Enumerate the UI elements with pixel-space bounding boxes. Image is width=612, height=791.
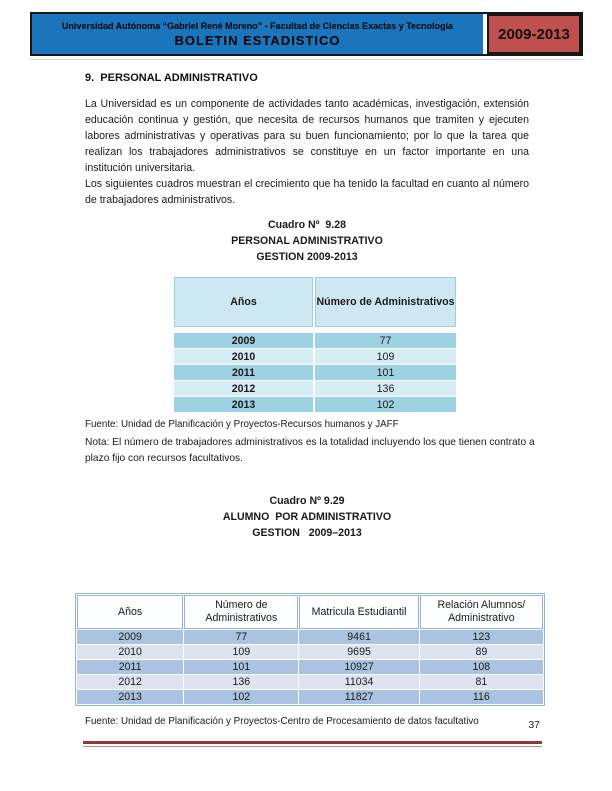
value-cell: 10927 (299, 660, 418, 674)
value-cell: 81 (420, 675, 543, 689)
cuadro-928-table (172, 276, 458, 413)
value-cell: 102 (315, 397, 456, 412)
page-number: 37 (528, 719, 540, 731)
value-cell: 123 (420, 630, 543, 644)
paragraph-intro: La Universidad es un componente de actividades tanto académicas, investigación, extensión educación continua y gestión, que necesita de recursos humanos que tramiten y ejecuten labores administrativas y operativas para su buen funcionamiento; por lo que la tarea que realizan los trabajadores administrativos se constituye en un factor importante en una institución universitaria. (85, 98, 529, 174)
year-cell: 2012 (77, 675, 183, 689)
footer-rule-thick (83, 741, 542, 744)
fuente-928: Fuente: Unidad de Planificación y Proyectos-Recursos humanos y JAFF (85, 419, 399, 430)
table-row (77, 630, 543, 644)
year-cell: 2012 (174, 381, 313, 396)
gap-cell (315, 328, 456, 332)
period-badge: 2009-2013 (487, 14, 581, 54)
page-content (85, 66, 535, 729)
value-cell: 11827 (299, 690, 418, 704)
year-cell: 2011 (77, 660, 183, 674)
nota-928: Nota: El número de trabajadores administrativos es la totalidad incluyendo los que tienen contrato a plazo fijo con recursos facultativos. (85, 437, 535, 464)
value-cell: 101 (315, 365, 456, 380)
table-row (77, 645, 543, 659)
table-row (174, 397, 456, 412)
header-divider (30, 59, 583, 60)
cuadro-929-number: Cuadro Nº 9.29 (269, 495, 345, 507)
fuente-929: Fuente: Unidad de Planificación y Proyectos-Centro de Procesamiento de datos facultativo (85, 716, 479, 727)
column-header-anios: Años (174, 277, 313, 327)
value-cell: 77 (184, 630, 298, 644)
table-row (77, 660, 543, 674)
value-cell: 11034 (299, 675, 418, 689)
column-header-numero-administrativos: Número de Administrativos (184, 595, 298, 629)
value-cell: 89 (420, 645, 543, 659)
table-row (174, 365, 456, 380)
cuadro-929-period: GESTION 2009–2013 (252, 527, 362, 539)
year-cell: 2013 (174, 397, 313, 412)
bulletin-title: BOLETIN ESTADISTICO (174, 32, 341, 48)
paragraph-lead-in: Los siguientes cuadros muestran el crecimiento que ha tenido la facultad en cuanto al número de trabajadores administrativos. (85, 178, 529, 206)
cuadro-928-title: PERSONAL ADMINISTRATIVO (231, 235, 383, 247)
university-banner (32, 14, 483, 54)
value-cell: 9461 (299, 630, 418, 644)
cuadro-929-title: ALUMNO POR ADMINISTRATIVO (222, 511, 392, 523)
value-cell: 102 (184, 690, 298, 704)
value-cell: 136 (315, 381, 456, 396)
table-row (174, 333, 456, 348)
cuadro-928-period: GESTION 2009-2013 (256, 251, 358, 263)
value-cell: 77 (315, 333, 456, 348)
value-cell: 136 (184, 675, 298, 689)
value-cell: 101 (184, 660, 298, 674)
year-cell: 2011 (174, 365, 313, 380)
column-header-numero-administrativos: Número de Administrativos (315, 277, 456, 327)
footer-rule-thin (83, 746, 542, 747)
table-header-row (77, 595, 543, 629)
table-row (77, 675, 543, 689)
value-cell: 109 (184, 645, 298, 659)
header-body-gap (174, 328, 456, 332)
year-cell: 2009 (77, 630, 183, 644)
section-heading: 9. PERSONAL ADMINISTRATIVO (85, 72, 258, 84)
value-cell: 116 (420, 690, 543, 704)
year-cell: 2009 (174, 333, 313, 348)
table-row (174, 381, 456, 396)
gap-cell (174, 328, 313, 332)
cuadro-928-number: Cuadro Nº 9.28 (267, 219, 347, 231)
value-cell: 9695 (299, 645, 418, 659)
column-header-relacion-alumnos: Relación Alumnos/ Administrativo (420, 595, 543, 629)
year-cell: 2010 (77, 645, 183, 659)
year-cell: 2010 (174, 349, 313, 364)
cuadro-929-caption (85, 493, 529, 541)
value-cell: 109 (315, 349, 456, 364)
table-header-row (174, 277, 456, 327)
value-cell: 108 (420, 660, 543, 674)
table-row (77, 690, 543, 704)
column-header-anios: Años (77, 595, 183, 629)
column-header-matricula-estudiantil: Matricula Estudiantil (299, 595, 418, 629)
cuadro-928-caption (85, 217, 529, 265)
university-name: Universidad Autónoma “Gabriel René Moreno” - Facultad de Ciencias Exactas y Tecnología (61, 20, 454, 31)
cuadro-929-table (75, 593, 545, 706)
table-row (174, 349, 456, 364)
document-header-banner (30, 12, 583, 56)
year-cell: 2013 (77, 690, 183, 704)
